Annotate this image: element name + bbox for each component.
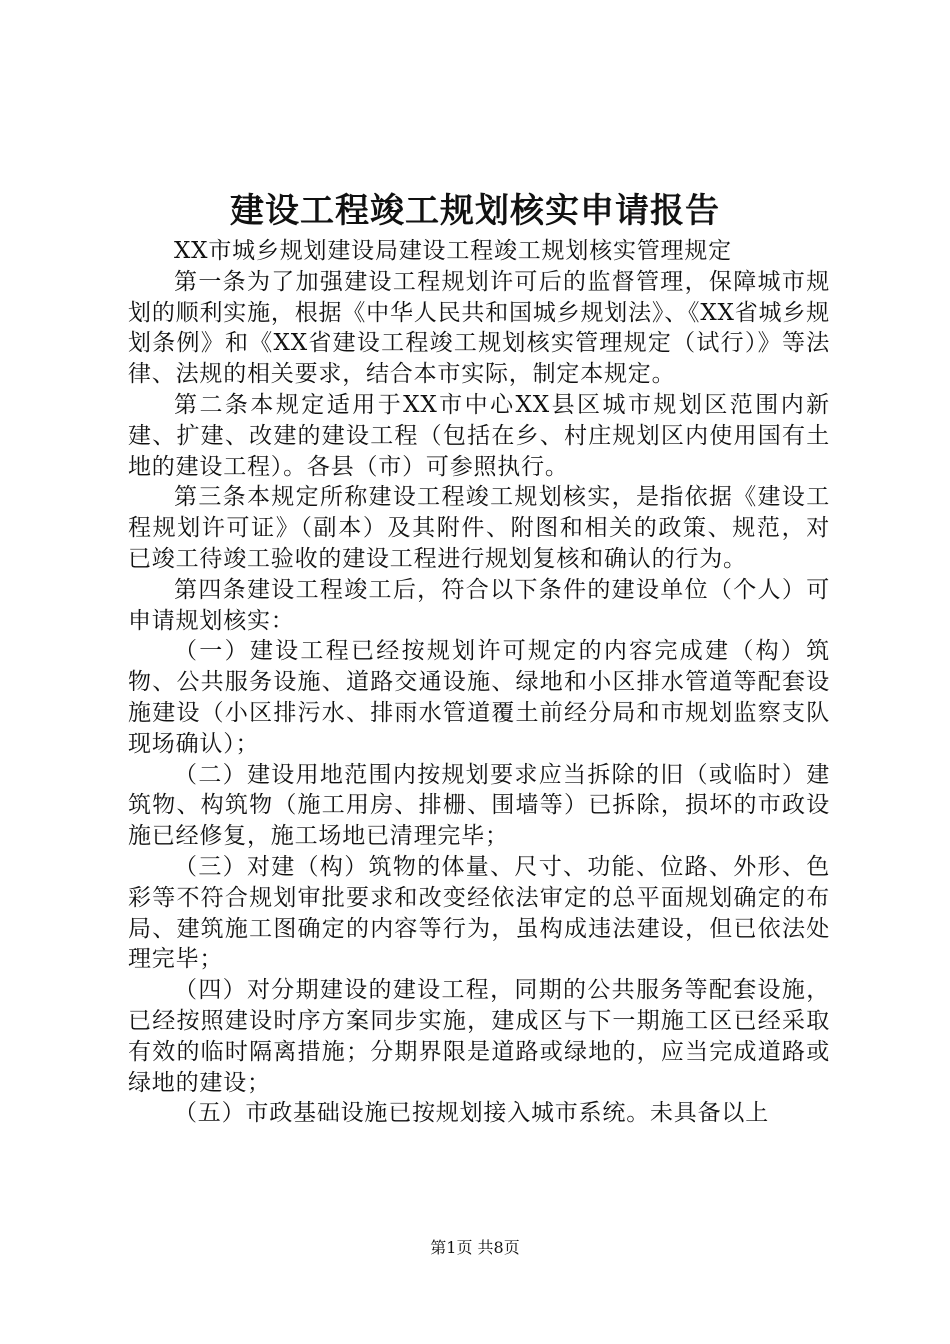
document-body	[128, 236, 830, 1129]
article-3-paragraph: 第三条本规定所称建设工程竣工规划核实，是指依据《建设工程规划许可证》（副本）及其附件、附图和相关的政策、规范，对已竣工待竣工验收的建设工程进行规划复核和确认的行为。	[128, 484, 830, 572]
condition-3-paragraph: （三）对建（构）筑物的体量、尺寸、功能、位路、外形、色彩等不符合规划审批要求和改变经依法审定的总平面规划确定的布局、建筑施工图确定的内容等行为，虽构成违法建设，但已依法处理完毕；	[128, 853, 830, 973]
regulation-heading: XX市城乡规划建设局建设工程竣工规划核实管理规定	[174, 238, 732, 264]
condition-2-paragraph: （二）建设用地范围内按规划要求应当拆除的旧（或临时）建筑物、构筑物（施工用房、排栅、围墙等）已拆除，损坏的市政设施已经修复，施工场地已清理完毕；	[128, 761, 830, 850]
condition-1-paragraph: （一）建设工程已经按规划许可规定的内容完成建（构）筑物、公共服务设施、道路交通设施、绿地和小区排水管道等配套设施建设（小区排污水、排雨水管道覆土前经分局和市规划监察支队现场确认）；	[128, 638, 830, 757]
document-title: 建设工程竣工规划核实申请报告	[230, 191, 720, 231]
article-1-paragraph: 第一条为了加强建设工程规划许可后的监督管理，保障城市规划的顺利实施，根据《中华人民共和国城乡规划法》、《XX省城乡规划条例》和《XX省建设工程竣工规划核实管理规定（试行）》等法律、法规的相关要求，结合本市实际，制定本规定。	[128, 268, 830, 388]
condition-5-paragraph: （五）市政基础设施已按规划接入城市系统。未具备以上	[174, 1100, 769, 1127]
article-4-paragraph: 第四条建设工程竣工后，符合以下条件的建设单位（个人）可申请规划核实：	[128, 576, 830, 634]
condition-4-paragraph: （四）对分期建设的建设工程，同期的公共服务等配套设施，已经按照建设时序方案同步实施，建成区与下一期施工区已经采取有效的临时隔离措施；分期界限是道路或绿地的，应当完成道路或绿地的建设；	[128, 977, 830, 1096]
article-2-paragraph: 第二条本规定适用于XX市中心XX县区城市规划区范围内新建、扩建、改建的建设工程（包括在乡、村庄规划区内使用国有土地的建设工程）。各县（市）可参照执行。	[128, 391, 830, 480]
page-number-footer: 第1页 共8页	[430, 1238, 520, 1257]
